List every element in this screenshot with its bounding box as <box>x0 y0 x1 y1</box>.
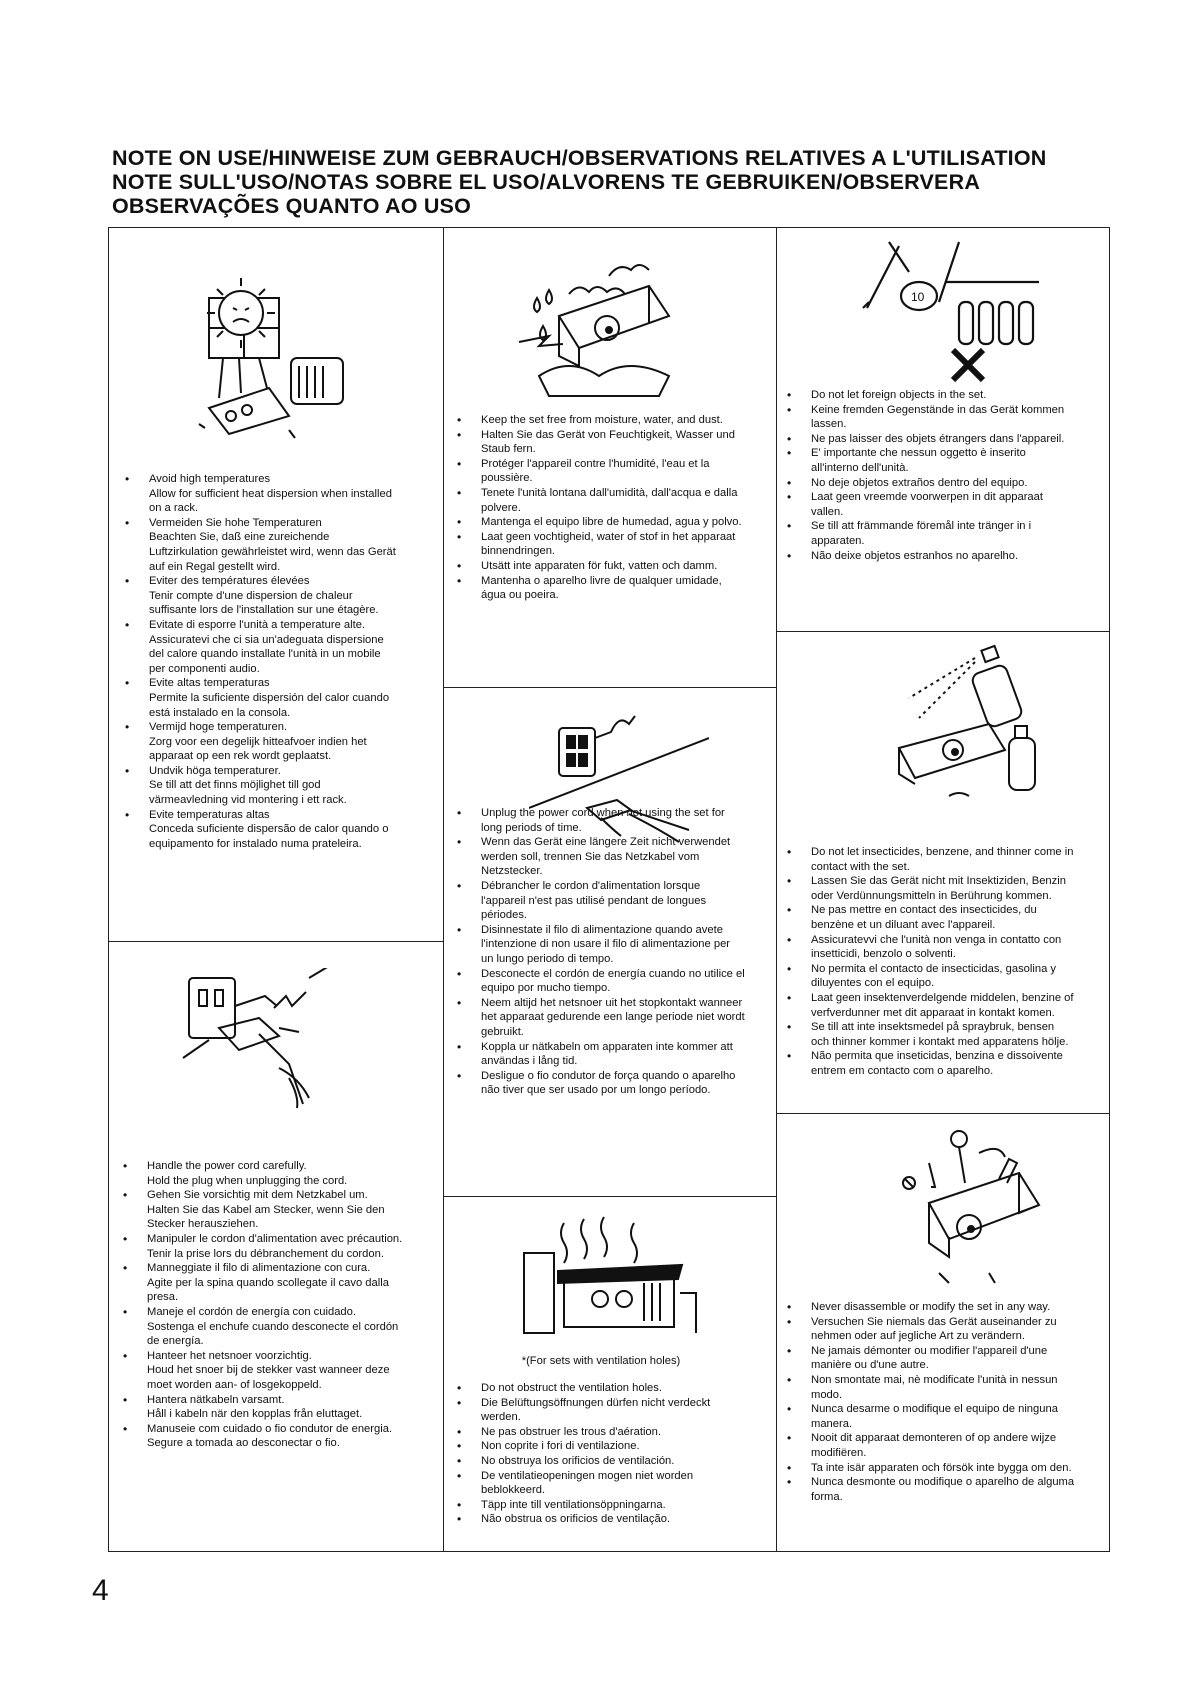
list-item: • Keine fremden Gegenstände in das Gerät kommen lassen. <box>785 403 1075 432</box>
list-item <box>121 1232 409 1261</box>
sun-window-illustration <box>179 258 379 448</box>
warning-detail: Tenir la prise lors du débranchement du cordon. <box>147 1247 384 1260</box>
row-divider <box>776 631 1109 632</box>
foreign-objects-warnings <box>785 388 1075 563</box>
list-item: • Desligue o fio condutor de força quando o aparelho não tiver que ser usado por um longo período. <box>455 1069 745 1098</box>
list-item: • No obstruya los orificios de ventilación. <box>455 1454 745 1469</box>
disassemble-illustration <box>869 1123 1059 1303</box>
list-item: • Nooit dit apparaat demonteren of op andere wijze modifiëren. <box>785 1431 1075 1460</box>
list-item: • Nunca desarme o modifique el equipo de ninguna manera. <box>785 1402 1075 1431</box>
moisture-warnings <box>455 413 745 603</box>
warning-detail: Beachten Sie, daß eine zureichende Luftzirkulation gewährleistet wird, wenn das Gerät auf ein Regal gestellt wird. <box>149 531 396 573</box>
row-divider <box>776 1113 1109 1114</box>
list-item: • Koppla ur nätkabeln om apparaten inte kommer att användas i lång tid. <box>455 1040 745 1069</box>
title-line: NOTE SULL'USO/NOTAS SOBRE EL USO/ALVORENS TE GEBRUIKEN/OBSERVERA <box>112 170 981 194</box>
warning-detail: Segure a tomada ao desconectar o fio. <box>147 1437 340 1450</box>
list-item: • Não obstrua os orificios de ventilação. <box>455 1512 745 1527</box>
warning-detail: Se till att det finns möjlighet till god värmeavledning vid montering i ett rack. <box>149 779 347 807</box>
list-item: • De ventilatieopeningen mogen niet worden beblokkeerd. <box>455 1469 745 1498</box>
warning-detail: Zorg voor een degelijk hitteafvoer indien het apparaat op een rek wordt geplaatst. <box>149 735 367 763</box>
ventilation-warnings <box>455 1381 745 1527</box>
row-divider <box>109 941 443 942</box>
list-item: • Halten Sie das Gerät von Feuchtigkeit, Wasser und Staub fern. <box>455 428 745 457</box>
list-item: • Desconecte el cordón de energía cuando no utilice el equipo por mucho tiempo. <box>455 967 745 996</box>
list-item: • Ne pas obstruer les trous d'aération. <box>455 1425 745 1440</box>
page-number: 4 <box>92 1574 109 1607</box>
list-item: • Non coprite i fori di ventilazione. <box>455 1439 745 1454</box>
list-item <box>123 516 399 574</box>
rain-device-illustration <box>499 246 699 416</box>
list-item: • Não deixe objetos estranhos no aparelho. <box>785 549 1075 564</box>
ventilation-note: *(For sets with ventilation holes) <box>521 1355 681 1367</box>
list-item: • Lassen Sie das Gerät nicht mit Insektiziden, Benzin oder Verdünnungsmitteln in Berührung kommen. <box>785 874 1075 903</box>
list-item: • Die Belüftungsöffnungen dürfen nicht verdeckt werden. <box>455 1396 745 1425</box>
warning-detail: Hold the plug when unplugging the cord. <box>147 1174 348 1187</box>
list-item: • Ne pas mettre en contact des insecticides, du benzène et un diluant avec l'appareil. <box>785 903 1075 932</box>
list-item: • Disinnestate il filo di alimentazione quando avete l'intenzione di non usare il filo di alimentazione per un lungo periodo di tempo. <box>455 923 745 967</box>
warning-detail: Agite per la spina quando scollegate il cavo dalla presa. <box>147 1276 389 1304</box>
list-item: • Do not let foreign objects in the set. <box>785 388 1075 403</box>
warning-text: Manipuler le cordon d'alimentation avec précaution. <box>147 1232 403 1245</box>
unplug-warnings <box>455 806 745 1098</box>
warning-detail: Assicuratevi che ci sia un'adeguata dispersione del calore quando installate l'unità in un mobile per componenti audio. <box>149 633 384 675</box>
warning-detail: Allow for sufficient heat dispersion when installed on a rack. <box>149 487 392 515</box>
list-item <box>123 720 399 764</box>
warning-text: Eviter des températures élevées <box>149 575 310 588</box>
list-item <box>121 1349 409 1393</box>
warning-detail: Sostenga el enchufe cuando desconecte el cordón de energía. <box>147 1320 399 1348</box>
warning-text: Vermeiden Sie hohe Temperaturen <box>149 516 322 529</box>
list-item <box>121 1393 409 1422</box>
list-item: • Protéger l'appareil contre l'humidité, l'eau et la poussière. <box>455 457 745 486</box>
warning-detail: Halten Sie das Kabel am Stecker, wenn Sie den Stecker herausziehen. <box>147 1203 385 1231</box>
list-item: • Utsätt inte apparaten för fukt, vatten och damm. <box>455 559 745 574</box>
warning-text: Vermijd hoge temperaturen. <box>149 721 288 734</box>
warning-text: Gehen Sie vorsichtig mit dem Netzkabel um. <box>147 1189 368 1202</box>
warning-text: Handle the power cord carefully. <box>147 1160 307 1172</box>
list-item: • Ne pas laisser des objets étrangers dans l'appareil. <box>785 432 1075 447</box>
row-divider <box>443 687 776 688</box>
warning-text: Maneje el cordón de energía con cuidado. <box>147 1305 356 1318</box>
list-item <box>121 1422 409 1451</box>
list-item <box>121 1188 409 1232</box>
warning-text: Undvik höga temperaturer. <box>149 764 281 777</box>
covered-device-illustration <box>504 1213 704 1343</box>
list-item <box>123 574 399 618</box>
column-divider <box>776 228 777 1551</box>
list-item: • Ne jamais démonter ou modifier l'appareil d'une manière ou d'une autre. <box>785 1344 1075 1373</box>
list-item: • Laat geen insektenverdelgende middelen, benzine of verfverdunner met dit apparaat in kontakt komen. <box>785 991 1075 1020</box>
spray-can-illustration <box>849 638 1049 828</box>
cord-illustration <box>179 968 349 1118</box>
list-item: • Mantenha o aparelho livre de qualquer umidade, água ou poeira. <box>455 574 745 603</box>
list-item: • E' importante che nessun oggetto è inserito all'interno dell'unità. <box>785 446 1075 475</box>
svg-text:10: 10 <box>911 290 925 304</box>
warning-text: Hantera nätkabeln varsamt. <box>147 1393 285 1406</box>
list-item: • Se till att inte insektsmedel på spraybruk, bensen och thinner kommer i kontakt med apparatens hölje. <box>785 1020 1075 1049</box>
warning-text: Evitate di esporre l'unità a temperature alte. <box>149 618 366 631</box>
coins-nail-illustration <box>849 232 1049 407</box>
warning-detail: Conceda suficiente dispersão de calor quando o equipamento for instalado numa prateleira. <box>149 823 389 850</box>
list-item: • Ta inte isär apparaten och försök inte bygga om den. <box>785 1461 1075 1476</box>
column-divider <box>443 228 444 1551</box>
page-title <box>112 146 1112 218</box>
warning-detail: Håll i kabeln när den kopplas från eluttaget. <box>147 1408 363 1421</box>
list-item: • Versuchen Sie niemals das Gerät auseinander zu nehmen oder auf jegliche Art zu verändern. <box>785 1315 1075 1344</box>
list-item: • Keep the set free from moisture, water, and dust. <box>455 413 745 428</box>
list-item: • Laat geen vochtigheid, water of stof in het apparaat binnendringen. <box>455 530 745 559</box>
warning-detail: Tenir compte d'une dispersion de chaleur suffisante lors de l'installation sur une étagère. <box>149 589 379 617</box>
warning-detail: Houd het snoer bij de stekker vast wanneer deze moet worden aan- of losgekoppeld. <box>147 1364 390 1391</box>
list-item <box>121 1305 409 1349</box>
insecticide-warnings <box>785 845 1075 1079</box>
moisture-illustration <box>499 246 699 416</box>
heat-illustration <box>179 258 379 448</box>
list-item: • Never disassemble or modify the set in any way. <box>785 1300 1075 1315</box>
warning-text: Evite temperaturas altas <box>149 808 270 821</box>
list-item: • Do not obstruct the ventilation holes. <box>455 1381 745 1396</box>
list-item <box>123 808 399 852</box>
list-item <box>123 764 399 808</box>
ventilation-illustration <box>504 1213 704 1343</box>
hand-plug-illustration <box>179 968 349 1118</box>
list-item: • Assicuratevvi che l'unità non venga in contatto con insetticidi, benzolo o solventi. <box>785 933 1075 962</box>
list-item: • Mantenga el equipo libre de humedad, agua y polvo. <box>455 515 745 530</box>
list-item: • Laat geen vreemde voorwerpen in dit apparaat vallen. <box>785 490 1075 519</box>
title-line: NOTE ON USE/HINWEISE ZUM GEBRAUCH/OBSERVATIONS RELATIVES A L'UTILISATION <box>112 146 1047 170</box>
list-item <box>121 1261 409 1305</box>
list-item: • Nunca desmonte ou modifique o aparelho de alguma forma. <box>785 1475 1075 1504</box>
list-item: • Non smontate mai, nè modificate l'unità in nessun modo. <box>785 1373 1075 1402</box>
list-item: • Débrancher le cordon d'alimentation lorsque l'appareil n'est pas utilisé pendant de longues périodes. <box>455 879 745 923</box>
heat-warnings <box>123 472 399 851</box>
disassemble-warnings <box>785 1300 1075 1504</box>
warning-text: Avoid high temperatures <box>149 473 271 485</box>
foreign-objects-illustration <box>849 232 1049 407</box>
list-item: • No deje objetos extraños dentro del equipo. <box>785 476 1075 491</box>
warning-text: Manneggiate il filo di alimentazione con cura. <box>147 1262 371 1275</box>
list-item: • No permita el contacto de insecticidas, gasolina y diluyentes con el equipo. <box>785 962 1075 991</box>
warning-text: Manuseie com cuidado o fio condutor de energia. <box>147 1422 393 1435</box>
list-item <box>123 472 399 516</box>
title-line: OBSERVAÇÕES QUANTO AO USO <box>112 194 472 218</box>
row-divider <box>443 1196 776 1197</box>
cord-warnings <box>121 1159 409 1451</box>
list-item: • Unplug the power cord when not using the set for long periods of time. <box>455 806 745 835</box>
list-item: • Neem altijd het netsnoer uit het stopkontakt wanneer het apparaat gedurende een lange periode niet wordt gebruikt. <box>455 996 745 1040</box>
list-item: • Do not let insecticides, benzene, and thinner come in contact with the set. <box>785 845 1075 874</box>
list-item: • Täpp inte till ventilationsöppningarna. <box>455 1498 745 1513</box>
warning-text: Evite altas temperaturas <box>149 677 270 690</box>
list-item: • Não permita que inseticidas, benzina e dissoivente entrem em contacto com o aparelho. <box>785 1049 1075 1078</box>
list-item <box>123 618 399 676</box>
insecticide-illustration <box>849 638 1049 828</box>
warning-detail: Permite la suficiente dispersión del calor cuando está instalado en la consola. <box>149 691 390 719</box>
list-item <box>123 676 399 720</box>
list-item: • Wenn das Gerät eine längere Zeit nicht verwendet werden soll, trennen Sie das Netzkabel vom Netzstecker. <box>455 835 745 879</box>
list-item <box>121 1159 409 1188</box>
list-item: • Se till att främmande föremål inte tränger in i apparaten. <box>785 519 1075 548</box>
warning-text: Hanteer het netsnoer voorzichtig. <box>147 1349 312 1362</box>
screwdriver-device-illustration <box>869 1123 1059 1303</box>
list-item: • Tenete l'unità lontana dall'umidità, dall'acqua e dalla polvere. <box>455 486 745 515</box>
notes-grid <box>108 227 1110 1552</box>
